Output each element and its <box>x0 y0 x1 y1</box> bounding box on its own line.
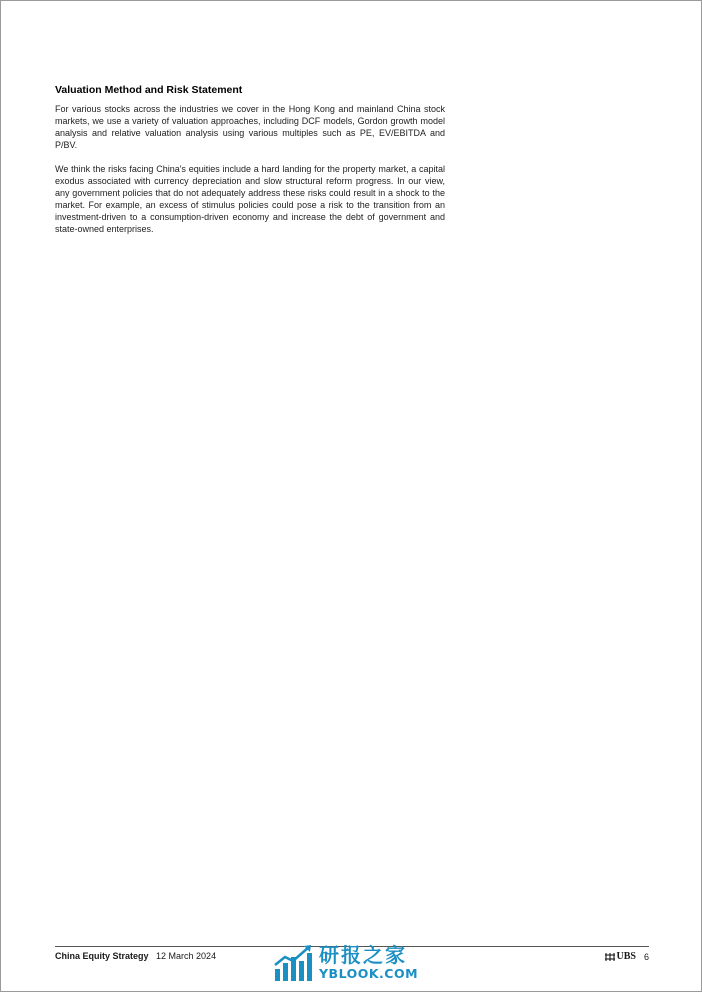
report-title: China Equity Strategy <box>55 951 149 961</box>
watermark-text <box>319 945 418 981</box>
watermark-url: YBLOOK.COM <box>319 966 419 982</box>
bar-chart-logo-icon <box>273 943 313 983</box>
page-number: 6 <box>643 951 649 962</box>
footer-left <box>55 951 216 961</box>
brand-name: UBS <box>616 951 636 962</box>
watermark <box>273 939 433 987</box>
ubs-logo <box>604 951 636 962</box>
footer-right <box>604 951 649 962</box>
valuation-paragraph: For various stocks across the industries we cover in the Hong Kong and mainland China stock markets, we use a variety of valuation approaches, including DCF models, Gordon growth model analysis and relative valuation analysis using various multiples such as PE, EV/EBITDA and P/BV. <box>55 104 445 150</box>
main-content <box>55 84 445 247</box>
risk-paragraph: We think the risks facing China's equities include a hard landing for the property market, a capital exodus associated with currency depreciation and slow structural reform progress. In our view, any government policies that do not adequately address these risks could result in a shock to the market. For example, an excess of stimulus policies could pose a risk to the transition from an investment-driven to a consumption-driven economy and increase the debt of government and state-owned enterprises. <box>55 164 445 234</box>
watermark-chinese: 研报之家 <box>319 943 407 968</box>
ubs-keys-icon <box>604 952 616 962</box>
report-date: 12 March 2024 <box>156 951 217 961</box>
section-title: Valuation Method and Risk Statement <box>55 84 243 96</box>
